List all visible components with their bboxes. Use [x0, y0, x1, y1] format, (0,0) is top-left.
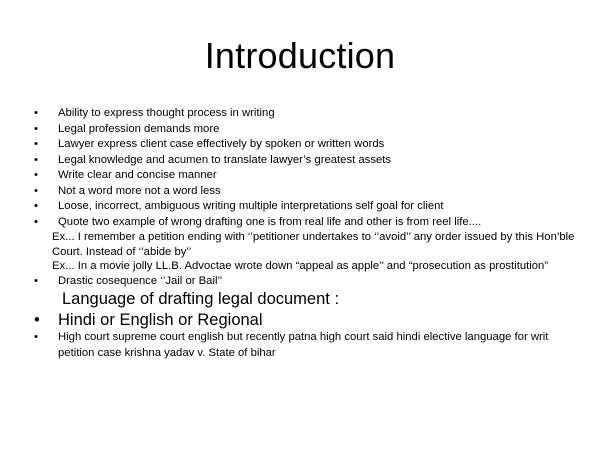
slide-content — [30, 106, 578, 361]
example-paragraph: Ex... I remember a petition ending with ‘’petitioner undertakes to ‘’avoid’’ any order issued by this Hon’ble Court. Instead of ‘’abide by’’ — [52, 231, 575, 258]
bullet-text: Quote two example of wrong drafting one is from real life and other is from reel life.... — [58, 215, 482, 228]
bullet-icon: • — [34, 138, 38, 150]
bullet-icon: • — [34, 169, 38, 181]
bullet-item — [30, 199, 578, 215]
bullet-icon: • — [34, 310, 40, 329]
bullet-text: Drastic cosequence ‘’Jail or Bail’’ — [58, 274, 223, 287]
bullet-text: Write clear and concise manner — [58, 169, 217, 181]
bullet-icon: • — [34, 331, 38, 343]
bullet-item — [30, 184, 578, 200]
bullet-text: Ability to express thought process in writing — [58, 107, 275, 119]
bullet-icon: • — [34, 153, 38, 166]
bullet-text: High court supreme court english but recently patna high court said hindi elective language for writ petition case krishna yadav v. State of bihar — [58, 331, 549, 359]
bullet-text: Legal profession demands more — [58, 122, 220, 135]
bullet-icon: • — [34, 200, 38, 212]
bullet-item — [30, 153, 578, 169]
bullet-item — [30, 330, 578, 361]
bullet-icon: • — [34, 122, 38, 135]
bullet-item — [30, 106, 578, 122]
bullet-text: Not a word more not a word less — [58, 184, 221, 197]
bullet-text: Lawyer express client case effectively by spoken or written words — [58, 138, 385, 150]
bullet-text: Hindi or English or Regional — [58, 310, 263, 329]
bullet-item — [30, 310, 578, 331]
bullet-icon: • — [34, 184, 38, 197]
bullet-text: Legal knowledge and acumen to translate lawyer’s greatest assets — [58, 153, 392, 166]
slide-title: Introduction — [204, 35, 396, 76]
bullet-item — [30, 137, 578, 153]
bullet-icon: • — [34, 215, 38, 228]
subheading: Language of drafting legal document : — [62, 290, 340, 308]
bullet-text: Loose, incorrect, ambiguous writing multiple interpretations self goal for client — [58, 200, 444, 212]
bullet-icon: • — [34, 107, 38, 119]
bullet-item — [30, 274, 578, 290]
example-paragraph: Ex... In a movie jolly LL.B. Advoctae wrote down “appeal as apple’’ and “prosecution as prostitution” — [52, 260, 549, 272]
bullet-icon: • — [34, 274, 38, 287]
bullet-item — [30, 215, 578, 231]
bullet-item — [30, 168, 578, 184]
bullet-item — [30, 122, 578, 138]
